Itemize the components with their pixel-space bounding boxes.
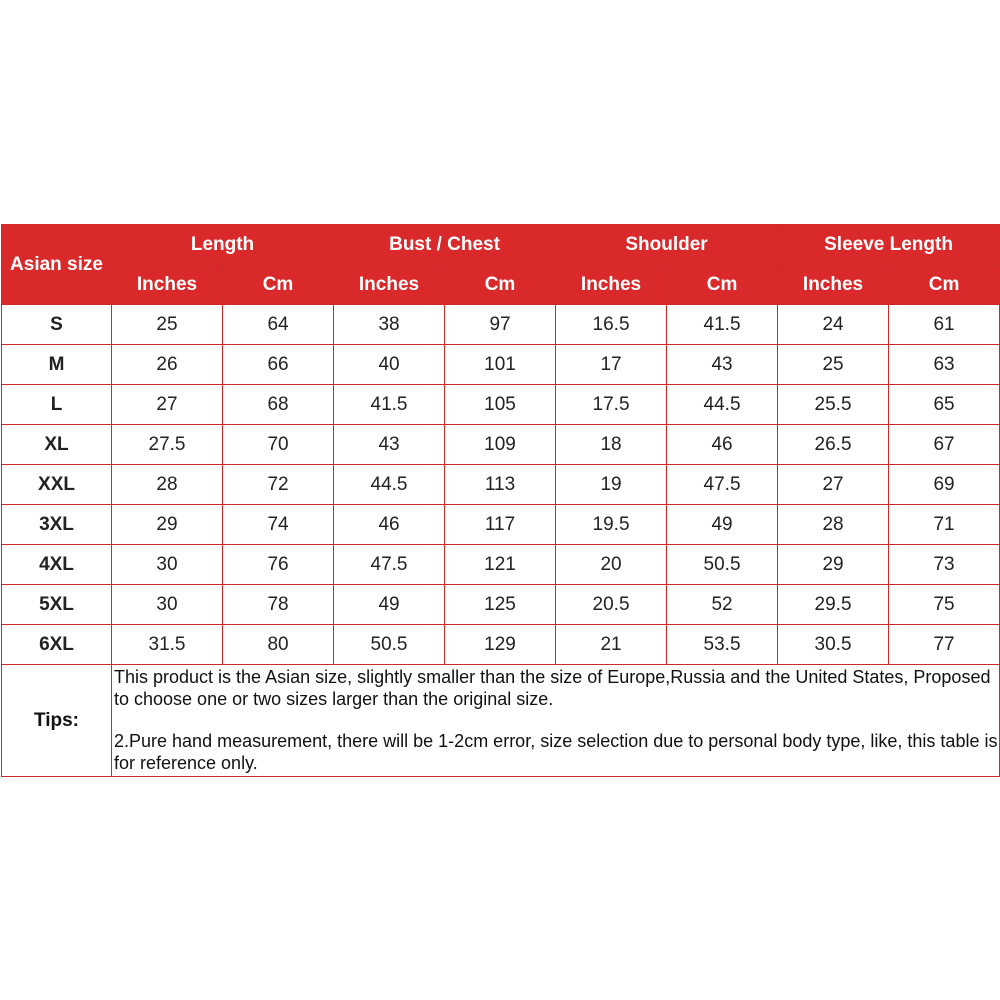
cell-shoulder-inches: 17.5 [556, 385, 667, 425]
unit-header-inches: Inches [112, 265, 223, 305]
cell-sleeve-cm: 77 [889, 625, 1000, 665]
cell-sleeve-cm: 65 [889, 385, 1000, 425]
cell-length-cm: 76 [223, 545, 334, 585]
cell-bust-cm: 125 [445, 585, 556, 625]
size-label-cell: XXL [2, 465, 112, 505]
cell-sleeve-inches: 30.5 [778, 625, 889, 665]
tips-row [2, 665, 1000, 777]
cell-shoulder-cm: 46 [667, 425, 778, 465]
unit-header-inches: Inches [778, 265, 889, 305]
tips-label: Tips: [2, 665, 112, 777]
group-header-bust-chest: Bust / Chest [334, 225, 556, 265]
size-label-cell: S [2, 305, 112, 345]
table-row [2, 465, 1000, 505]
table-row [2, 425, 1000, 465]
cell-shoulder-inches: 18 [556, 425, 667, 465]
unit-header-cm: Cm [223, 265, 334, 305]
cell-sleeve-cm: 63 [889, 345, 1000, 385]
cell-length-inches: 25 [112, 305, 223, 345]
cell-shoulder-cm: 49 [667, 505, 778, 545]
table-row [2, 345, 1000, 385]
cell-sleeve-inches: 27 [778, 465, 889, 505]
cell-length-cm: 80 [223, 625, 334, 665]
cell-length-cm: 66 [223, 345, 334, 385]
cell-bust-inches: 40 [334, 345, 445, 385]
unit-header-cm: Cm [667, 265, 778, 305]
cell-shoulder-cm: 47.5 [667, 465, 778, 505]
cell-bust-inches: 49 [334, 585, 445, 625]
cell-sleeve-inches: 25.5 [778, 385, 889, 425]
table-row [2, 385, 1000, 425]
cell-shoulder-inches: 20.5 [556, 585, 667, 625]
cell-shoulder-cm: 43 [667, 345, 778, 385]
cell-length-inches: 27 [112, 385, 223, 425]
header-row-groups [2, 225, 1000, 265]
cell-sleeve-cm: 71 [889, 505, 1000, 545]
unit-header-inches: Inches [334, 265, 445, 305]
cell-bust-cm: 101 [445, 345, 556, 385]
cell-bust-cm: 121 [445, 545, 556, 585]
cell-bust-inches: 43 [334, 425, 445, 465]
cell-shoulder-cm: 41.5 [667, 305, 778, 345]
cell-length-inches: 30 [112, 585, 223, 625]
size-table-body [2, 305, 1000, 665]
size-label-cell: 5XL [2, 585, 112, 625]
cell-sleeve-cm: 69 [889, 465, 1000, 505]
cell-shoulder-inches: 16.5 [556, 305, 667, 345]
cell-length-inches: 28 [112, 465, 223, 505]
cell-sleeve-cm: 73 [889, 545, 1000, 585]
size-label-cell: 3XL [2, 505, 112, 545]
header-row-units [2, 265, 1000, 305]
cell-bust-inches: 46 [334, 505, 445, 545]
tip-paragraph: 2.Pure hand measurement, there will be 1-2cm error, size selection due to personal body type, like, this table is for reference only. [114, 731, 998, 773]
cell-bust-cm: 109 [445, 425, 556, 465]
cell-length-inches: 26 [112, 345, 223, 385]
cell-sleeve-inches: 26.5 [778, 425, 889, 465]
size-label-cell: 4XL [2, 545, 112, 585]
cell-shoulder-inches: 17 [556, 345, 667, 385]
cell-bust-cm: 105 [445, 385, 556, 425]
cell-shoulder-inches: 20 [556, 545, 667, 585]
group-header-sleeve-length: Sleeve Length [778, 225, 1000, 265]
group-header-length: Length [112, 225, 334, 265]
cell-bust-inches: 50.5 [334, 625, 445, 665]
cell-bust-cm: 129 [445, 625, 556, 665]
cell-sleeve-cm: 67 [889, 425, 1000, 465]
tips-content [112, 665, 1000, 777]
cell-shoulder-inches: 19 [556, 465, 667, 505]
cell-shoulder-cm: 53.5 [667, 625, 778, 665]
unit-header-cm: Cm [889, 265, 1000, 305]
cell-bust-cm: 117 [445, 505, 556, 545]
tip-paragraph: This product is the Asian size, slightly smaller than the size of Europe,Russia and the United States, Proposed to choose one or two sizes larger than the original size. [114, 667, 991, 709]
cell-bust-inches: 38 [334, 305, 445, 345]
cell-bust-inches: 41.5 [334, 385, 445, 425]
size-label-cell: XL [2, 425, 112, 465]
unit-header-cm: Cm [445, 265, 556, 305]
cell-bust-cm: 113 [445, 465, 556, 505]
cell-length-inches: 30 [112, 545, 223, 585]
asian-size-header: Asian size [2, 225, 112, 305]
cell-length-cm: 64 [223, 305, 334, 345]
cell-bust-inches: 47.5 [334, 545, 445, 585]
cell-sleeve-inches: 29.5 [778, 585, 889, 625]
cell-length-inches: 27.5 [112, 425, 223, 465]
cell-length-cm: 70 [223, 425, 334, 465]
size-label-cell: 6XL [2, 625, 112, 665]
size-label-cell: M [2, 345, 112, 385]
cell-bust-inches: 44.5 [334, 465, 445, 505]
cell-shoulder-inches: 19.5 [556, 505, 667, 545]
cell-bust-cm: 97 [445, 305, 556, 345]
cell-sleeve-inches: 29 [778, 545, 889, 585]
cell-shoulder-cm: 52 [667, 585, 778, 625]
table-row [2, 625, 1000, 665]
cell-sleeve-cm: 61 [889, 305, 1000, 345]
cell-sleeve-inches: 24 [778, 305, 889, 345]
cell-sleeve-cm: 75 [889, 585, 1000, 625]
cell-length-cm: 72 [223, 465, 334, 505]
group-header-shoulder: Shoulder [556, 225, 778, 265]
cell-length-cm: 78 [223, 585, 334, 625]
table-row [2, 585, 1000, 625]
unit-header-inches: Inches [556, 265, 667, 305]
cell-shoulder-inches: 21 [556, 625, 667, 665]
size-label-cell: L [2, 385, 112, 425]
cell-sleeve-inches: 28 [778, 505, 889, 545]
cell-sleeve-inches: 25 [778, 345, 889, 385]
cell-length-cm: 74 [223, 505, 334, 545]
size-chart-table [1, 224, 1000, 777]
cell-length-cm: 68 [223, 385, 334, 425]
cell-shoulder-cm: 44.5 [667, 385, 778, 425]
table-row [2, 505, 1000, 545]
cell-length-inches: 31.5 [112, 625, 223, 665]
cell-shoulder-cm: 50.5 [667, 545, 778, 585]
table-row [2, 545, 1000, 585]
table-row [2, 305, 1000, 345]
cell-length-inches: 29 [112, 505, 223, 545]
